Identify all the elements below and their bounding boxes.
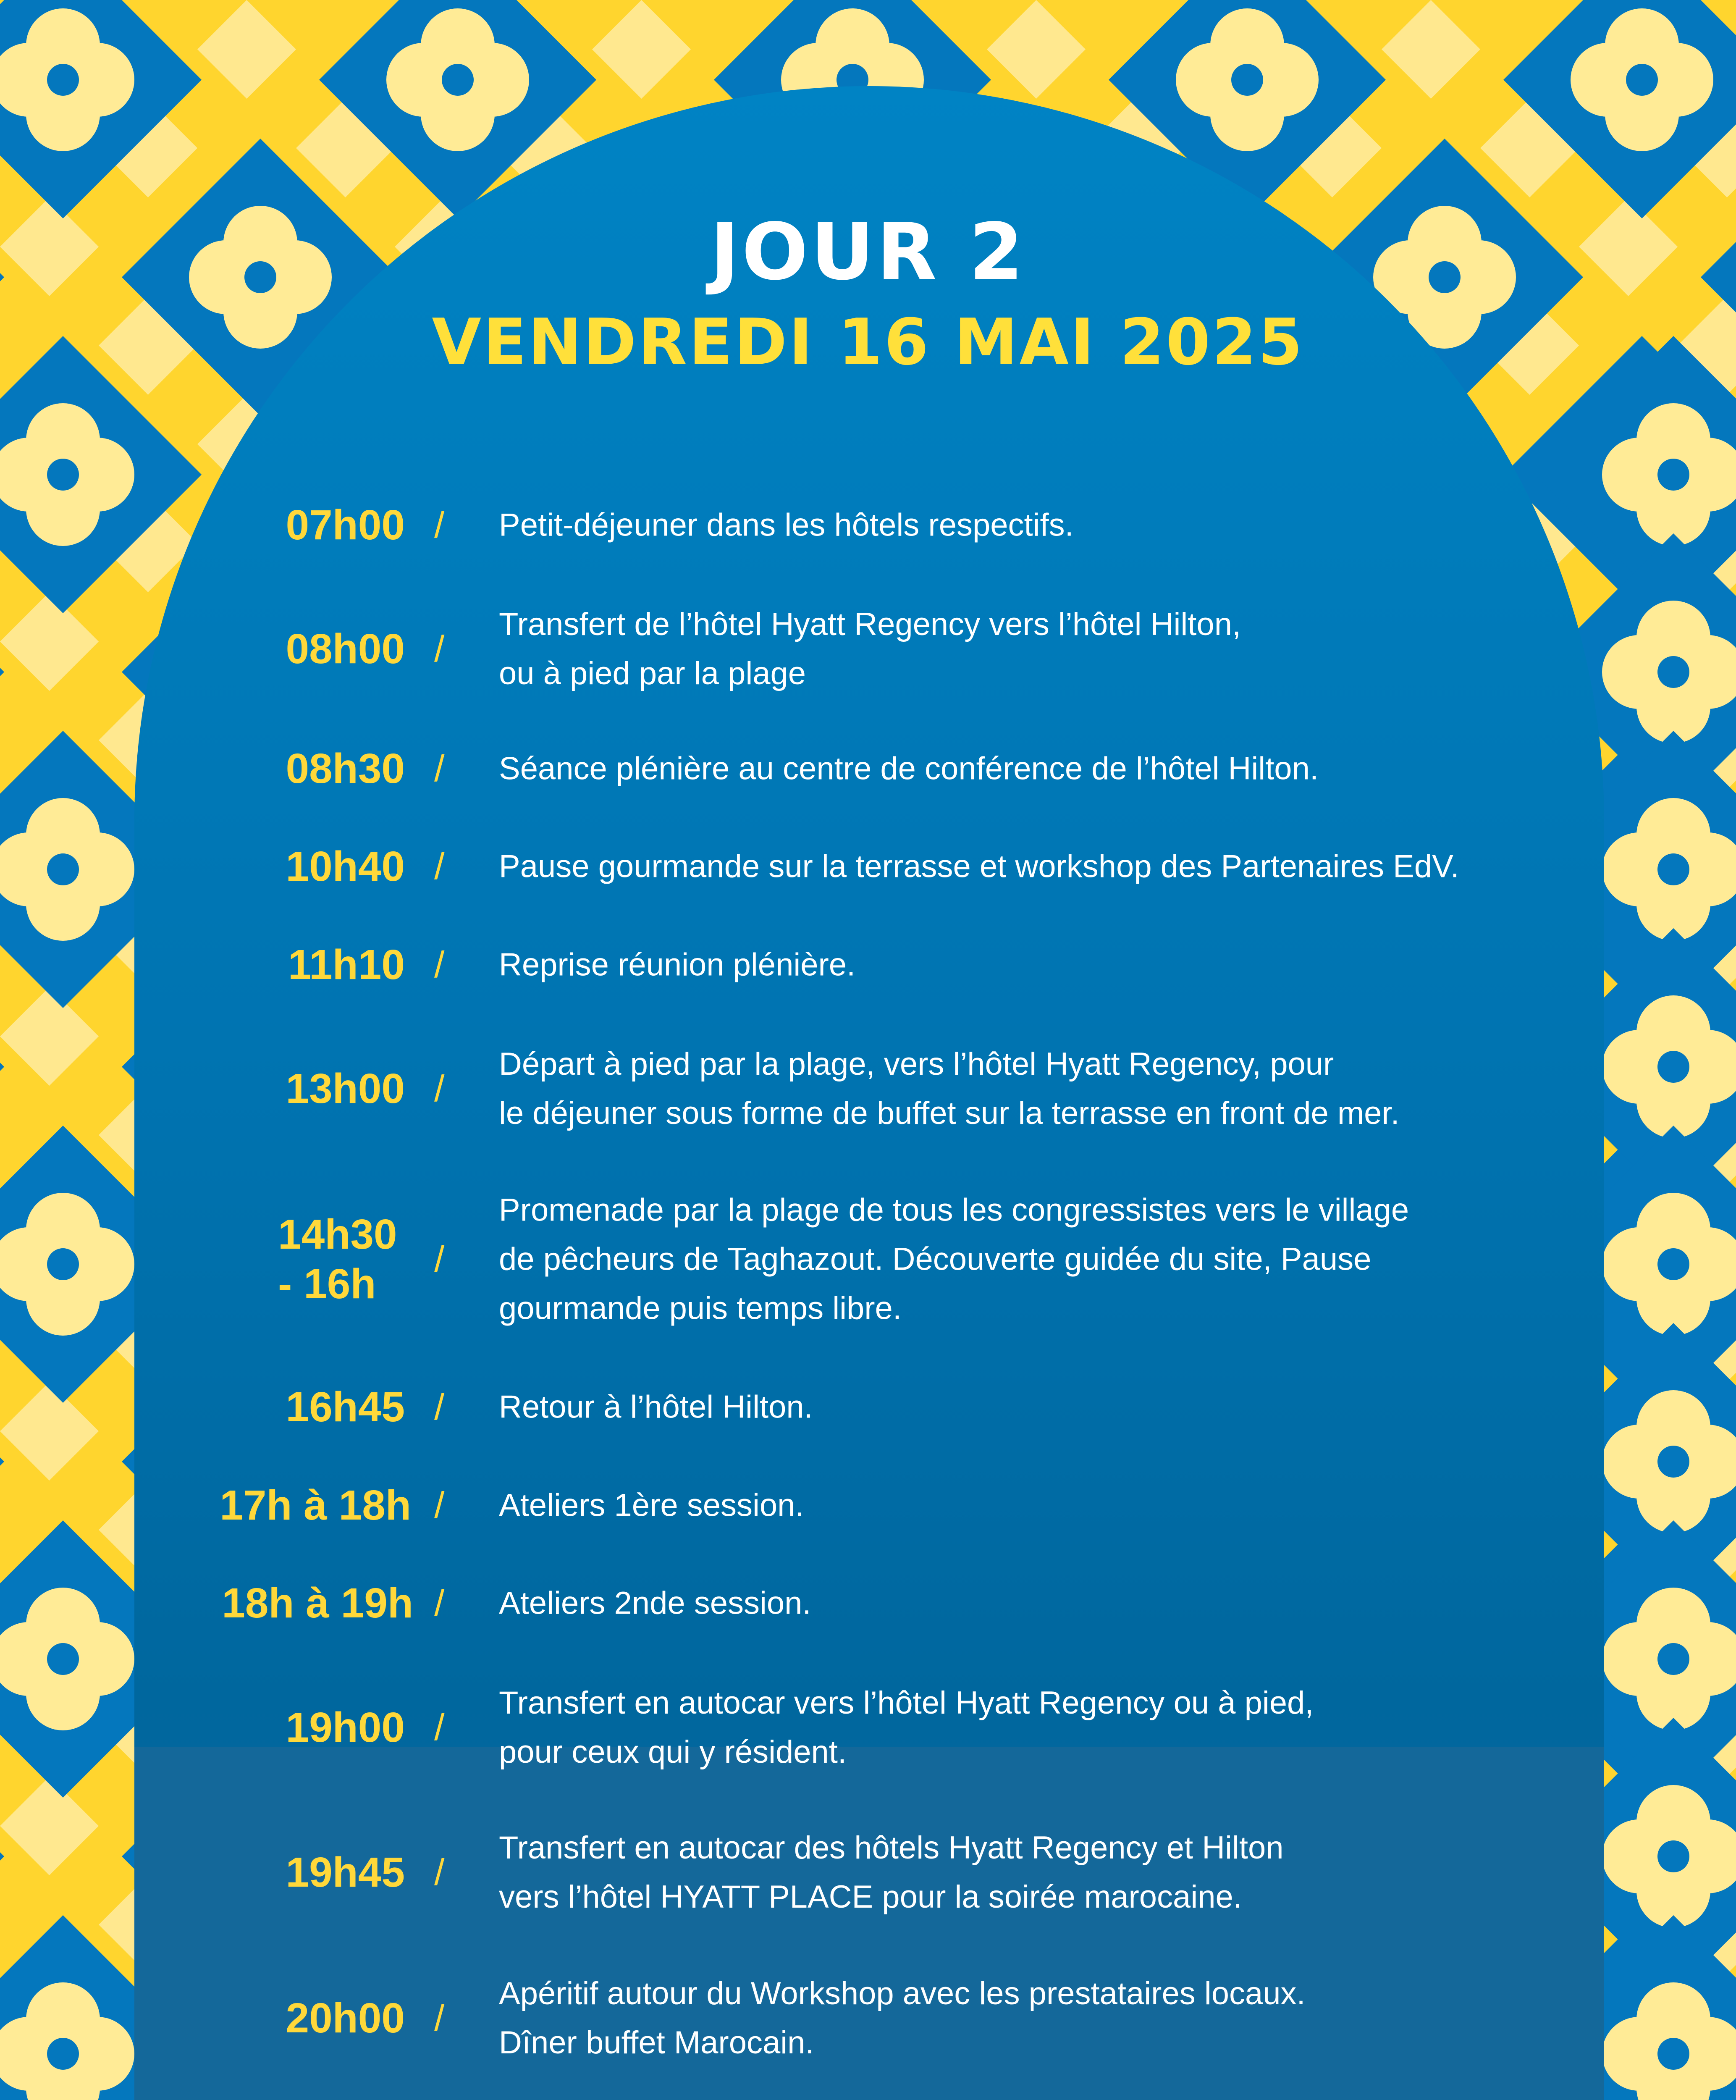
schedule-time: 07h00 (286, 501, 405, 549)
schedule-time: 19h45 (286, 1849, 405, 1896)
separator: / (434, 504, 445, 546)
separator: / (434, 628, 445, 669)
schedule-item (0, 1184, 1736, 1335)
date-title: VENDREDI 16 MAI 2025 (432, 305, 1304, 379)
schedule-description: Petit-déjeuner dans les hôtels respectifs. (499, 507, 1074, 543)
flower-center (1657, 1446, 1689, 1478)
separator: / (434, 944, 445, 985)
schedule-item (0, 743, 1736, 794)
separator: / (434, 748, 445, 789)
separator: / (434, 845, 445, 887)
schedule-time: 20h00 (286, 1995, 405, 2042)
flower-center (47, 459, 79, 491)
day-title: JOUR 2 (710, 206, 1026, 297)
schedule-description: Transfert en autocar des hôtels Hyatt Regency et Hilton vers l’hôtel HYATT PLACE pour la soirée marocaine. (499, 1830, 1284, 1915)
schedule-item (0, 1968, 1736, 2068)
schedule-description: Ateliers 2nde session. (499, 1585, 811, 1621)
flower-center (442, 64, 474, 96)
schedule-time: 10h40 (286, 843, 405, 890)
flower-center (1657, 1643, 1689, 1675)
flower-center (1231, 64, 1263, 96)
schedule-item (0, 1038, 1736, 1139)
schedule-time: 13h00 (286, 1065, 405, 1112)
separator: / (434, 1068, 445, 1109)
schedule-description: Apéritif autour du Workshop avec les prestataires locaux. Dîner buffet Marocain. (499, 1976, 1306, 2061)
schedule-item (0, 841, 1736, 892)
schedule-description: Transfert de l’hôtel Hyatt Regency vers l’hôtel Hilton, ou à pied par la plage (499, 606, 1241, 691)
schedule-description: Reprise réunion plénière. (499, 947, 856, 983)
schedule-description: Séance plénière au centre de conférence de l’hôtel Hilton. (499, 751, 1319, 787)
schedule-description: Ateliers 1ère session. (499, 1487, 804, 1523)
schedule-time: 08h30 (286, 745, 405, 792)
schedule-time: 11h10 (288, 941, 405, 988)
schedule-item (0, 1480, 1736, 1530)
separator: / (434, 1484, 445, 1526)
flower-center (1626, 64, 1658, 96)
separator: / (434, 1386, 445, 1428)
separator: / (434, 1238, 445, 1280)
schedule-description: Pause gourmande sur la terrasse et workshop des Partenaires EdV. (499, 848, 1459, 885)
separator: / (434, 1582, 445, 1624)
schedule-time: 19h00 (286, 1704, 405, 1751)
separator: / (434, 1706, 445, 1748)
schedule-time: 16h45 (286, 1383, 405, 1431)
schedule-item (0, 500, 1736, 550)
schedule-item (0, 598, 1736, 699)
schedule-description: Transfert en autocar vers l’hôtel Hyatt Regency ou à pied, pour ceux qui y résident. (499, 1685, 1314, 1770)
flower-center (1657, 459, 1689, 491)
schedule-description: Retour à l’hôtel Hilton. (499, 1389, 813, 1425)
separator: / (434, 1851, 445, 1893)
flower-center (47, 1643, 79, 1675)
schedule-description: Promenade par la plage de tous les congressistes vers le village de pêcheurs de Taghazout. Découverte guidée du site, Pause gourmande puis temps libre. (499, 1192, 1409, 1326)
schedule-item (0, 1677, 1736, 1778)
schedule-time: 18h à 19h (222, 1580, 413, 1627)
schedule-description: Départ à pied par la plage, vers l’hôtel Hyatt Regency, pour le déjeuner sous forme de buffet sur la terrasse en front de mer. (499, 1046, 1400, 1131)
schedule-time: 08h00 (286, 625, 405, 672)
separator: / (434, 1997, 445, 2039)
schedule-time: 17h à 18h (220, 1482, 411, 1529)
schedule-item (0, 1382, 1736, 1432)
flower-center (47, 64, 79, 96)
schedule-time: 14h30 - 16h (278, 1211, 397, 1307)
schedule-item (0, 940, 1736, 990)
schedule-item (0, 1578, 1736, 1628)
schedule-item (0, 1822, 1736, 1923)
